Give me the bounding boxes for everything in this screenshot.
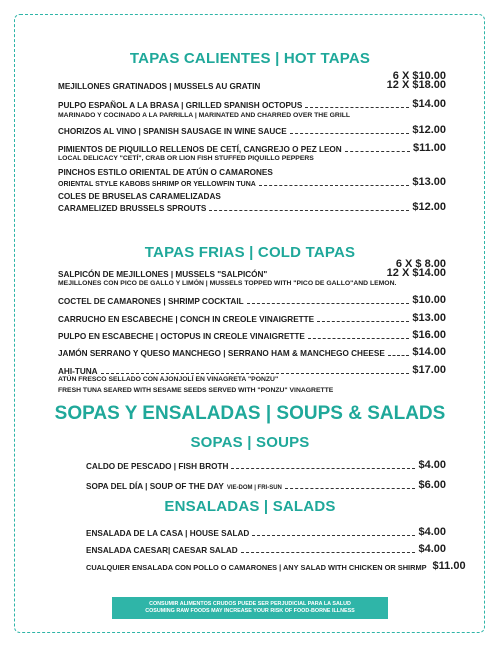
item-price: $11.00 [412,142,446,154]
salads-heading: ENSALADAS | SALADS [164,498,336,515]
leader-dots [345,150,410,152]
item-description: ORIENTAL STYLE KABOBS SHRIMP OR YELLOWFIN TUNA [58,181,256,188]
soups-salads-heading: SOPAS Y ENSALADAS | SOUPS & SALADS [54,403,446,424]
item-name: COCTEL DE CAMARONES | SHRIMP COCKTAIL [58,297,244,306]
menu-item [86,459,446,471]
item-name: AHI-TUNA [58,367,98,376]
leader-dots [252,534,415,536]
raw-food-warning-banner [112,597,388,619]
leader-dots [388,354,410,356]
menu-item [58,142,446,154]
item-description: FRESH TUNA SEARED WITH SESAME SEEDS SERVED WITH "PONZU" VINAGRETTE [58,387,334,394]
menu-item [58,267,308,279]
leader-dots [231,467,415,469]
item-price: $16.00 [412,329,446,341]
item-name: PULPO EN ESCABECHE | OCTOPUS IN CREOLE VINAIGRETTE [58,332,305,341]
menu-item [86,543,446,555]
item-name: CALDO DE PESCADO | FISH BROTH [86,462,229,471]
item-name: PIMIENTOS DE PIQUILLO RELLENOS DE CETÍ, CANGREJO O PEZ LEON [58,145,342,154]
menu-item [58,312,446,324]
cold-tapas-price-options [387,260,446,278]
leader-dots [259,184,410,186]
item-description: ATÚN FRESCO SELLADO CON AJONJOLÍ EN VINAGRETA "PONZU" [58,376,279,383]
leader-dots [290,132,410,134]
item-name: ENSALADA CAESAR| CAESAR SALAD [86,546,238,555]
leader-dots [285,487,416,489]
item-name: CHORIZOS AL VINO | SPANISH SAUSAGE IN WINE SAUCE [58,127,287,136]
item-description: LOCAL DELICACY "CETÍ", CRAB OR LION FISH STUFFED PIQUILLO PEPPERS [58,155,314,162]
price-option-12: 12 X $14.00 [386,267,446,279]
item-price: $4.00 [418,526,446,538]
item-price: $17.00 [412,364,446,376]
menu-item [58,98,446,110]
menu-item [58,364,446,376]
leader-dots [101,372,410,374]
item-name: MEJILLONES GRATINADOS | MUSSELS AU GRATIN [58,82,261,91]
price-option-6: 6 X $10.00 [392,70,446,82]
leader-dots [317,320,409,322]
menu-item [58,189,308,201]
item-price: $13.00 [412,176,446,188]
cold-tapas-heading: TAPAS FRIAS | COLD TAPAS [144,244,356,261]
item-name: SOPA DEL DÍA | SOUP OF THE DAY [86,482,224,491]
item-price: $10.00 [412,294,446,306]
item-name: JAMÓN SERRANO Y QUESO MANCHEGO | SERRANO HAM & MANCHEGO CHEESE [58,349,385,358]
item-description: MEJILLONES CON PICO DE GALLO Y LIMÓN | MUSSELS TOPPED WITH "PICO DE GALLO"AND LEMON. [58,280,397,287]
item-name: PINCHOS ESTILO ORIENTAL DE ATÚN O CAMARONES [58,168,273,177]
item-price: $14.00 [412,346,446,358]
item-name: ENSALADA DE LA CASA | HOUSE SALAD [86,529,250,538]
item-price: $12.00 [412,201,446,213]
price-option-12: 12 X $18.00 [386,79,446,91]
menu-item [58,79,308,91]
soups-heading: SOPAS | SOUPS [190,434,310,451]
item-availability: VIE-DOM | FRI-SUN [226,485,282,491]
menu-item [58,329,446,341]
item-description: CARAMELIZED BRUSSELS SPROUTS [58,204,207,213]
leader-dots [247,302,410,304]
item-name: CUALQUIER ENSALADA CON POLLO O CAMARONES | ANY SALAD WITH CHICKEN OR SHIRMP [86,563,427,572]
leader-dots [305,106,409,108]
item-price: $11.00 [432,560,466,572]
item-price: $13.00 [412,312,446,324]
price-option-6: 6 X $ 8.00 [395,258,446,270]
menu-item [58,346,446,358]
item-name: PULPO ESPAÑOL A LA BRASA | GRILLED SPANISH OCTOPUS [58,101,303,110]
item-price: $12.00 [412,124,446,136]
warning-line-english: COSUMING RAW FOODS MAY INCREASE YOUR RISK OF FOOD-BORNE ILLNESS [145,608,355,614]
item-price: $14.00 [412,98,446,110]
menu-item [58,124,446,136]
leader-dots [209,209,409,211]
item-name: COLES DE BRUSELAS CARAMELIZADAS [58,192,221,201]
menu-item-continued [58,176,446,188]
item-description: MARINADO Y COCINADO A LA PARRILLA | MARINATED AND CHARRED OVER THE GRILL [58,112,351,119]
hot-tapas-heading: TAPAS CALIENTES | HOT TAPAS [129,50,371,67]
warning-line-spanish: CONSUMIR ALIMENTOS CRUDOS PUEDE SER PERJUDICIAL PARA LA SALUD [149,601,351,607]
menu-item [86,479,446,491]
item-price: $4.00 [418,543,446,555]
item-price: $4.00 [418,459,446,471]
item-price: $6.00 [418,479,446,491]
item-name: SALPICÓN DE MEJILLONES | MUSSELS "SALPICÓN" [58,270,268,279]
menu-item [86,560,466,572]
leader-dots [308,337,409,339]
leader-dots [241,551,416,553]
hot-tapas-price-options [387,72,446,90]
menu-item [58,294,446,306]
item-name: CARRUCHO EN ESCABECHE | CONCH IN CREOLE VINAIGRETTE [58,315,315,324]
menu-item-continued [58,201,446,213]
menu-item [86,526,446,538]
